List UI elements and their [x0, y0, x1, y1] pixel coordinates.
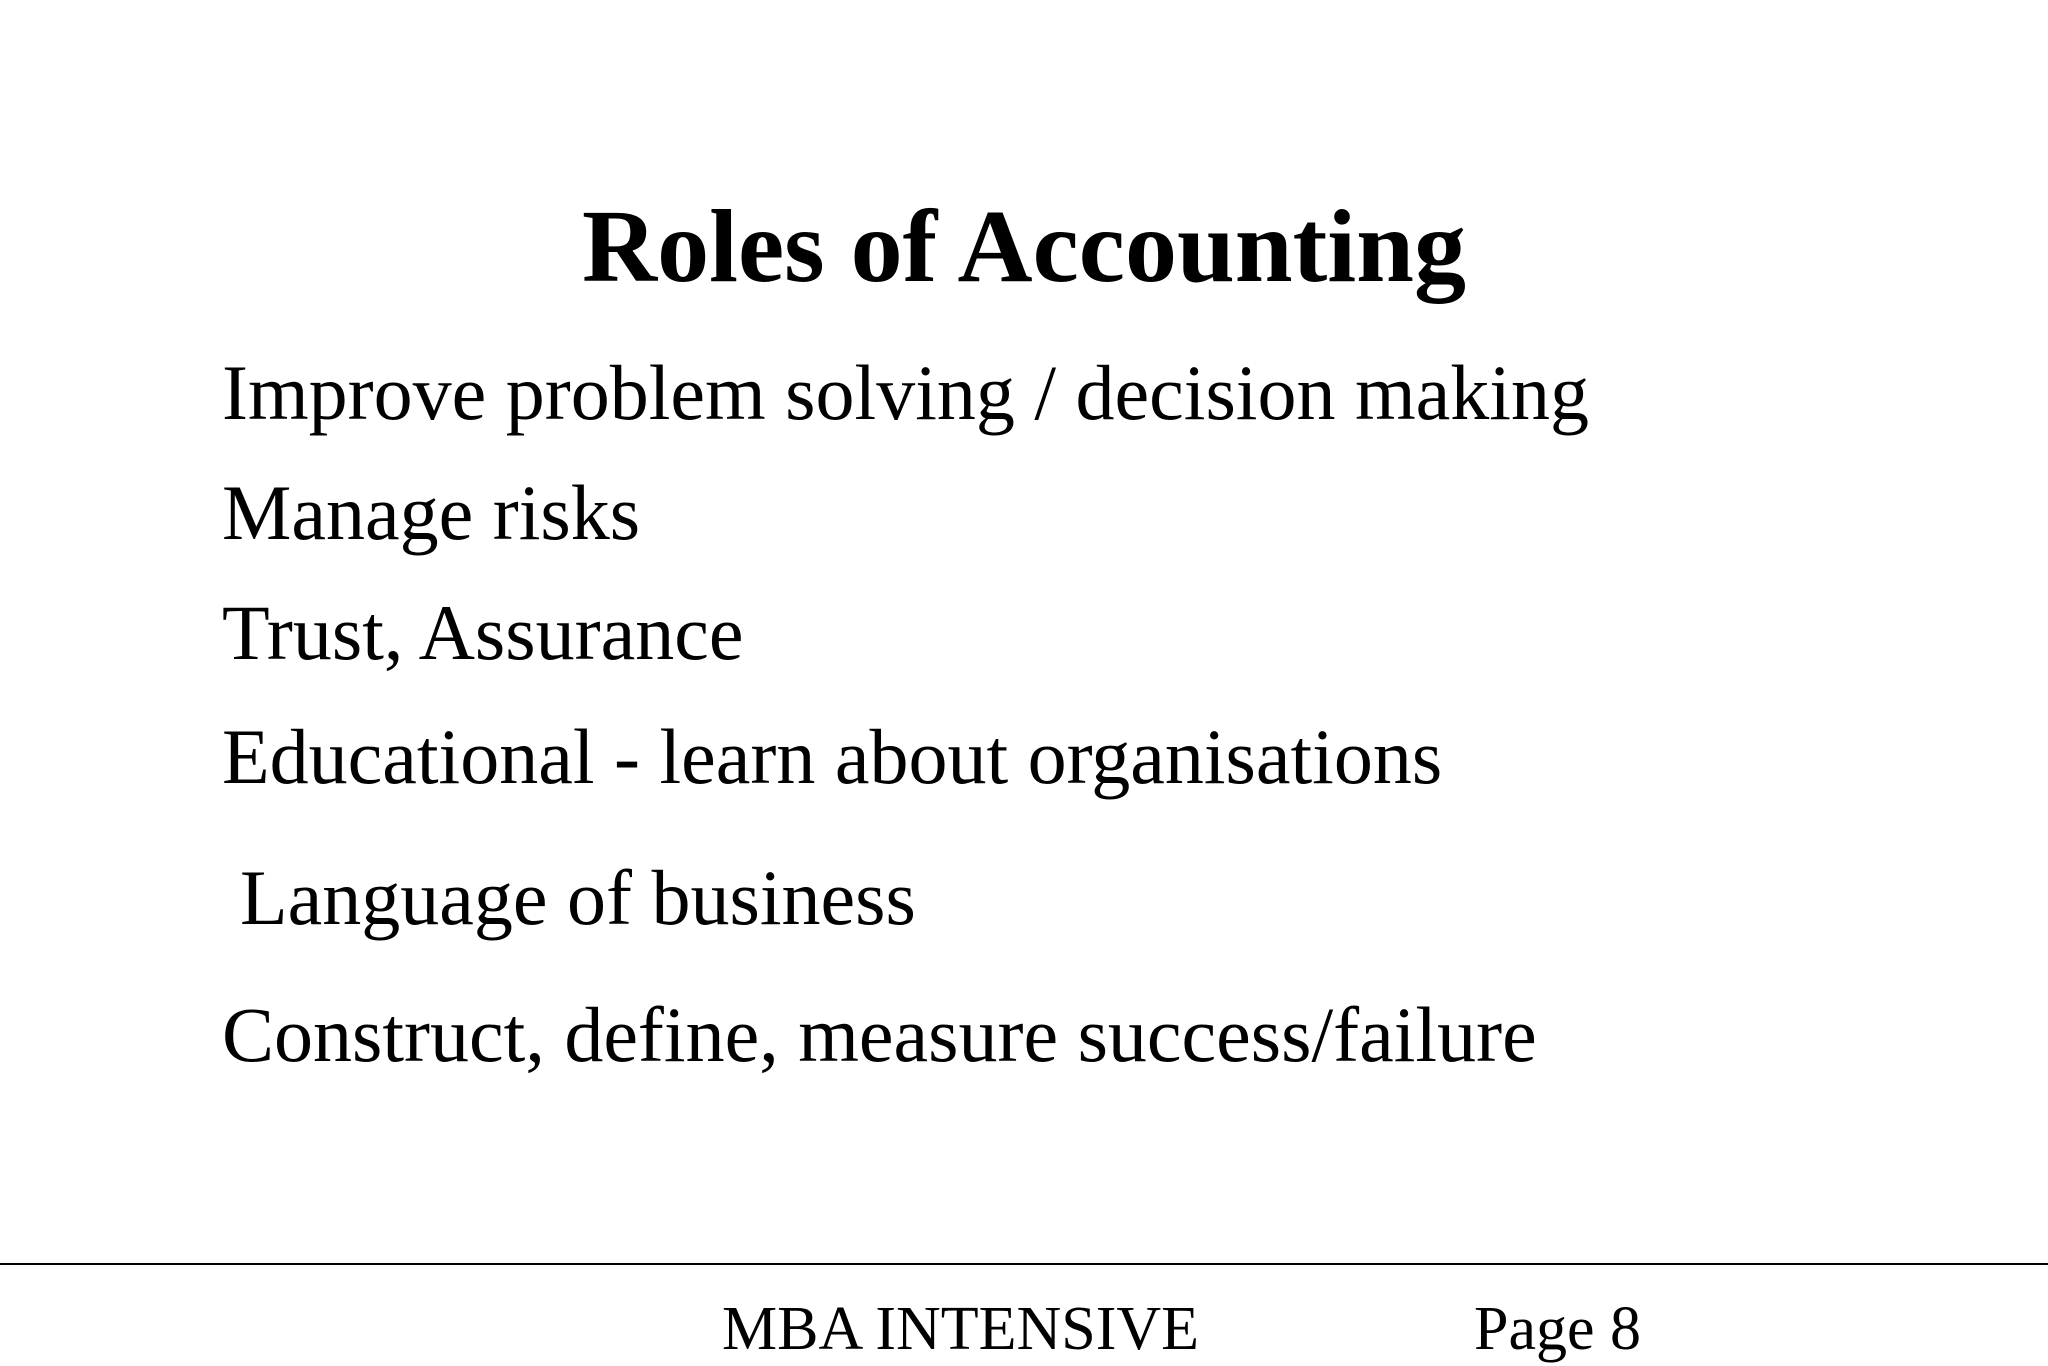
bullet-item: Construct, define, measure success/failure	[222, 991, 1537, 1078]
footer-course-label: MBA INTENSIVE	[722, 1295, 1200, 1363]
bullet-item: Manage risks	[222, 469, 641, 556]
bullet-item: Improve problem solving / decision making	[222, 349, 1589, 436]
bullet-item: Language of business	[240, 854, 916, 941]
page-number: Page 8	[1474, 1295, 1642, 1363]
footer-divider	[0, 1263, 2048, 1265]
slide-title: Roles of Accounting	[582, 189, 1466, 304]
bullet-item: Trust, Assurance	[222, 589, 744, 676]
bullet-item: Educational - learn about organisations	[222, 713, 1443, 800]
